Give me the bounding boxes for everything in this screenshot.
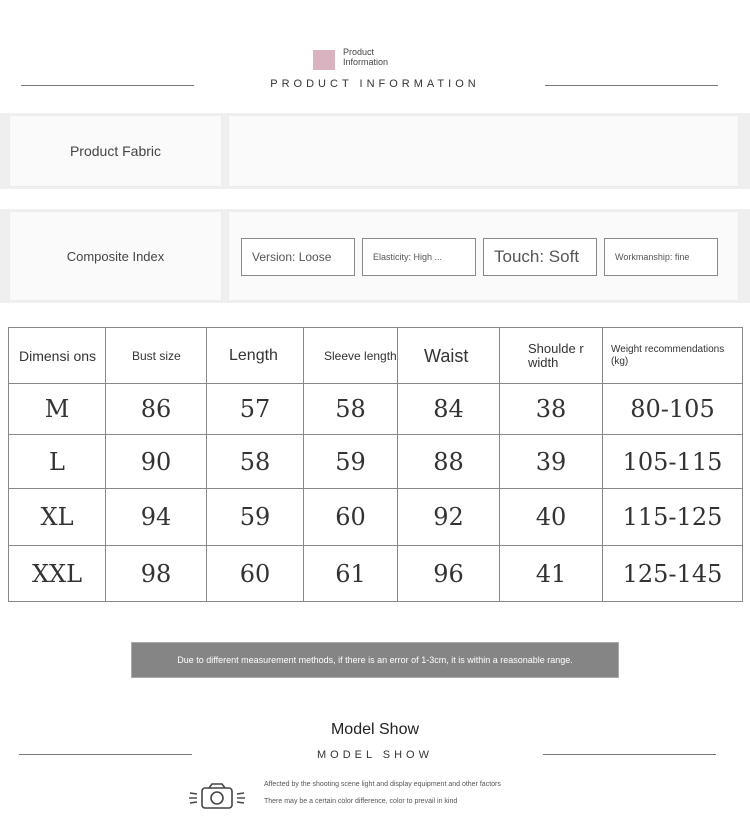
- bust-cell: 94: [106, 489, 207, 546]
- waist-cell: 96: [398, 546, 500, 602]
- chip-touch: Touch: Soft: [483, 238, 597, 276]
- bust-cell: 98: [106, 546, 207, 602]
- length-cell: 58: [207, 435, 304, 489]
- composite-label: Composite Index: [9, 211, 222, 301]
- chip-version: Version: Loose: [241, 238, 355, 276]
- header-title: PRODUCT INFORMATION: [270, 78, 480, 90]
- header-bust: Bust size: [106, 328, 207, 384]
- header-small-title: Product Information: [343, 47, 389, 67]
- size-cell: XL: [9, 489, 106, 546]
- shoulder-cell: 41: [500, 546, 603, 602]
- waist-cell: 84: [398, 384, 500, 435]
- table-row: [9, 546, 743, 602]
- fabric-value: [228, 115, 739, 187]
- size-cell: XXL: [9, 546, 106, 602]
- table-row: [9, 435, 743, 489]
- chip-elasticity: Elasticity: High ...: [362, 238, 476, 276]
- model-show-title: Model Show: [330, 721, 420, 738]
- disclaimer-line-2: There may be a certain color difference, color to prevail in kind: [264, 798, 458, 805]
- shoulder-cell: 39: [500, 435, 603, 489]
- header-length: Length: [207, 328, 304, 384]
- length-cell: 60: [207, 546, 304, 602]
- waist-cell: 92: [398, 489, 500, 546]
- measurement-note: Due to different measurement methods, if there is an error of 1-3cm, it is within a reasonable range.: [131, 642, 619, 678]
- table-row: [9, 489, 743, 546]
- sleeve-cell: 60: [304, 489, 398, 546]
- waist-cell: 88: [398, 435, 500, 489]
- header-sleeve: Sleeve length: [304, 328, 398, 384]
- size-table-header: [9, 328, 743, 384]
- shoulder-cell: 38: [500, 384, 603, 435]
- chip-workmanship: Workmanship: fine: [604, 238, 718, 276]
- table-row: [9, 384, 743, 435]
- size-cell: M: [9, 384, 106, 435]
- length-cell: 57: [207, 384, 304, 435]
- camera-icon: [188, 781, 246, 811]
- size-table: [8, 327, 743, 602]
- header-waist: Waist: [398, 328, 500, 384]
- size-cell: L: [9, 435, 106, 489]
- header-shoulder: Shoulde r width: [500, 328, 603, 384]
- length-cell: 59: [207, 489, 304, 546]
- sleeve-cell: 59: [304, 435, 398, 489]
- shoulder-cell: 40: [500, 489, 603, 546]
- model-rule-right: [543, 754, 716, 755]
- model-show-subtitle: MODEL SHOW: [317, 749, 433, 761]
- weight-cell: 105-115: [603, 435, 743, 489]
- disclaimer-line-1: Affected by the shooting scene light and display equipment and other factors: [264, 781, 501, 788]
- color-swatch: [313, 50, 335, 70]
- sleeve-cell: 58: [304, 384, 398, 435]
- bust-cell: 90: [106, 435, 207, 489]
- fabric-label: Product Fabric: [9, 115, 222, 187]
- weight-cell: 80-105: [603, 384, 743, 435]
- bust-cell: 86: [106, 384, 207, 435]
- weight-cell: 125-145: [603, 546, 743, 602]
- sleeve-cell: 61: [304, 546, 398, 602]
- header-weight: Weight recommendations (kg): [603, 328, 743, 384]
- header-rule-right: [545, 85, 718, 86]
- weight-cell: 115-125: [603, 489, 743, 546]
- header-dimensions: Dimensi ons: [9, 328, 106, 384]
